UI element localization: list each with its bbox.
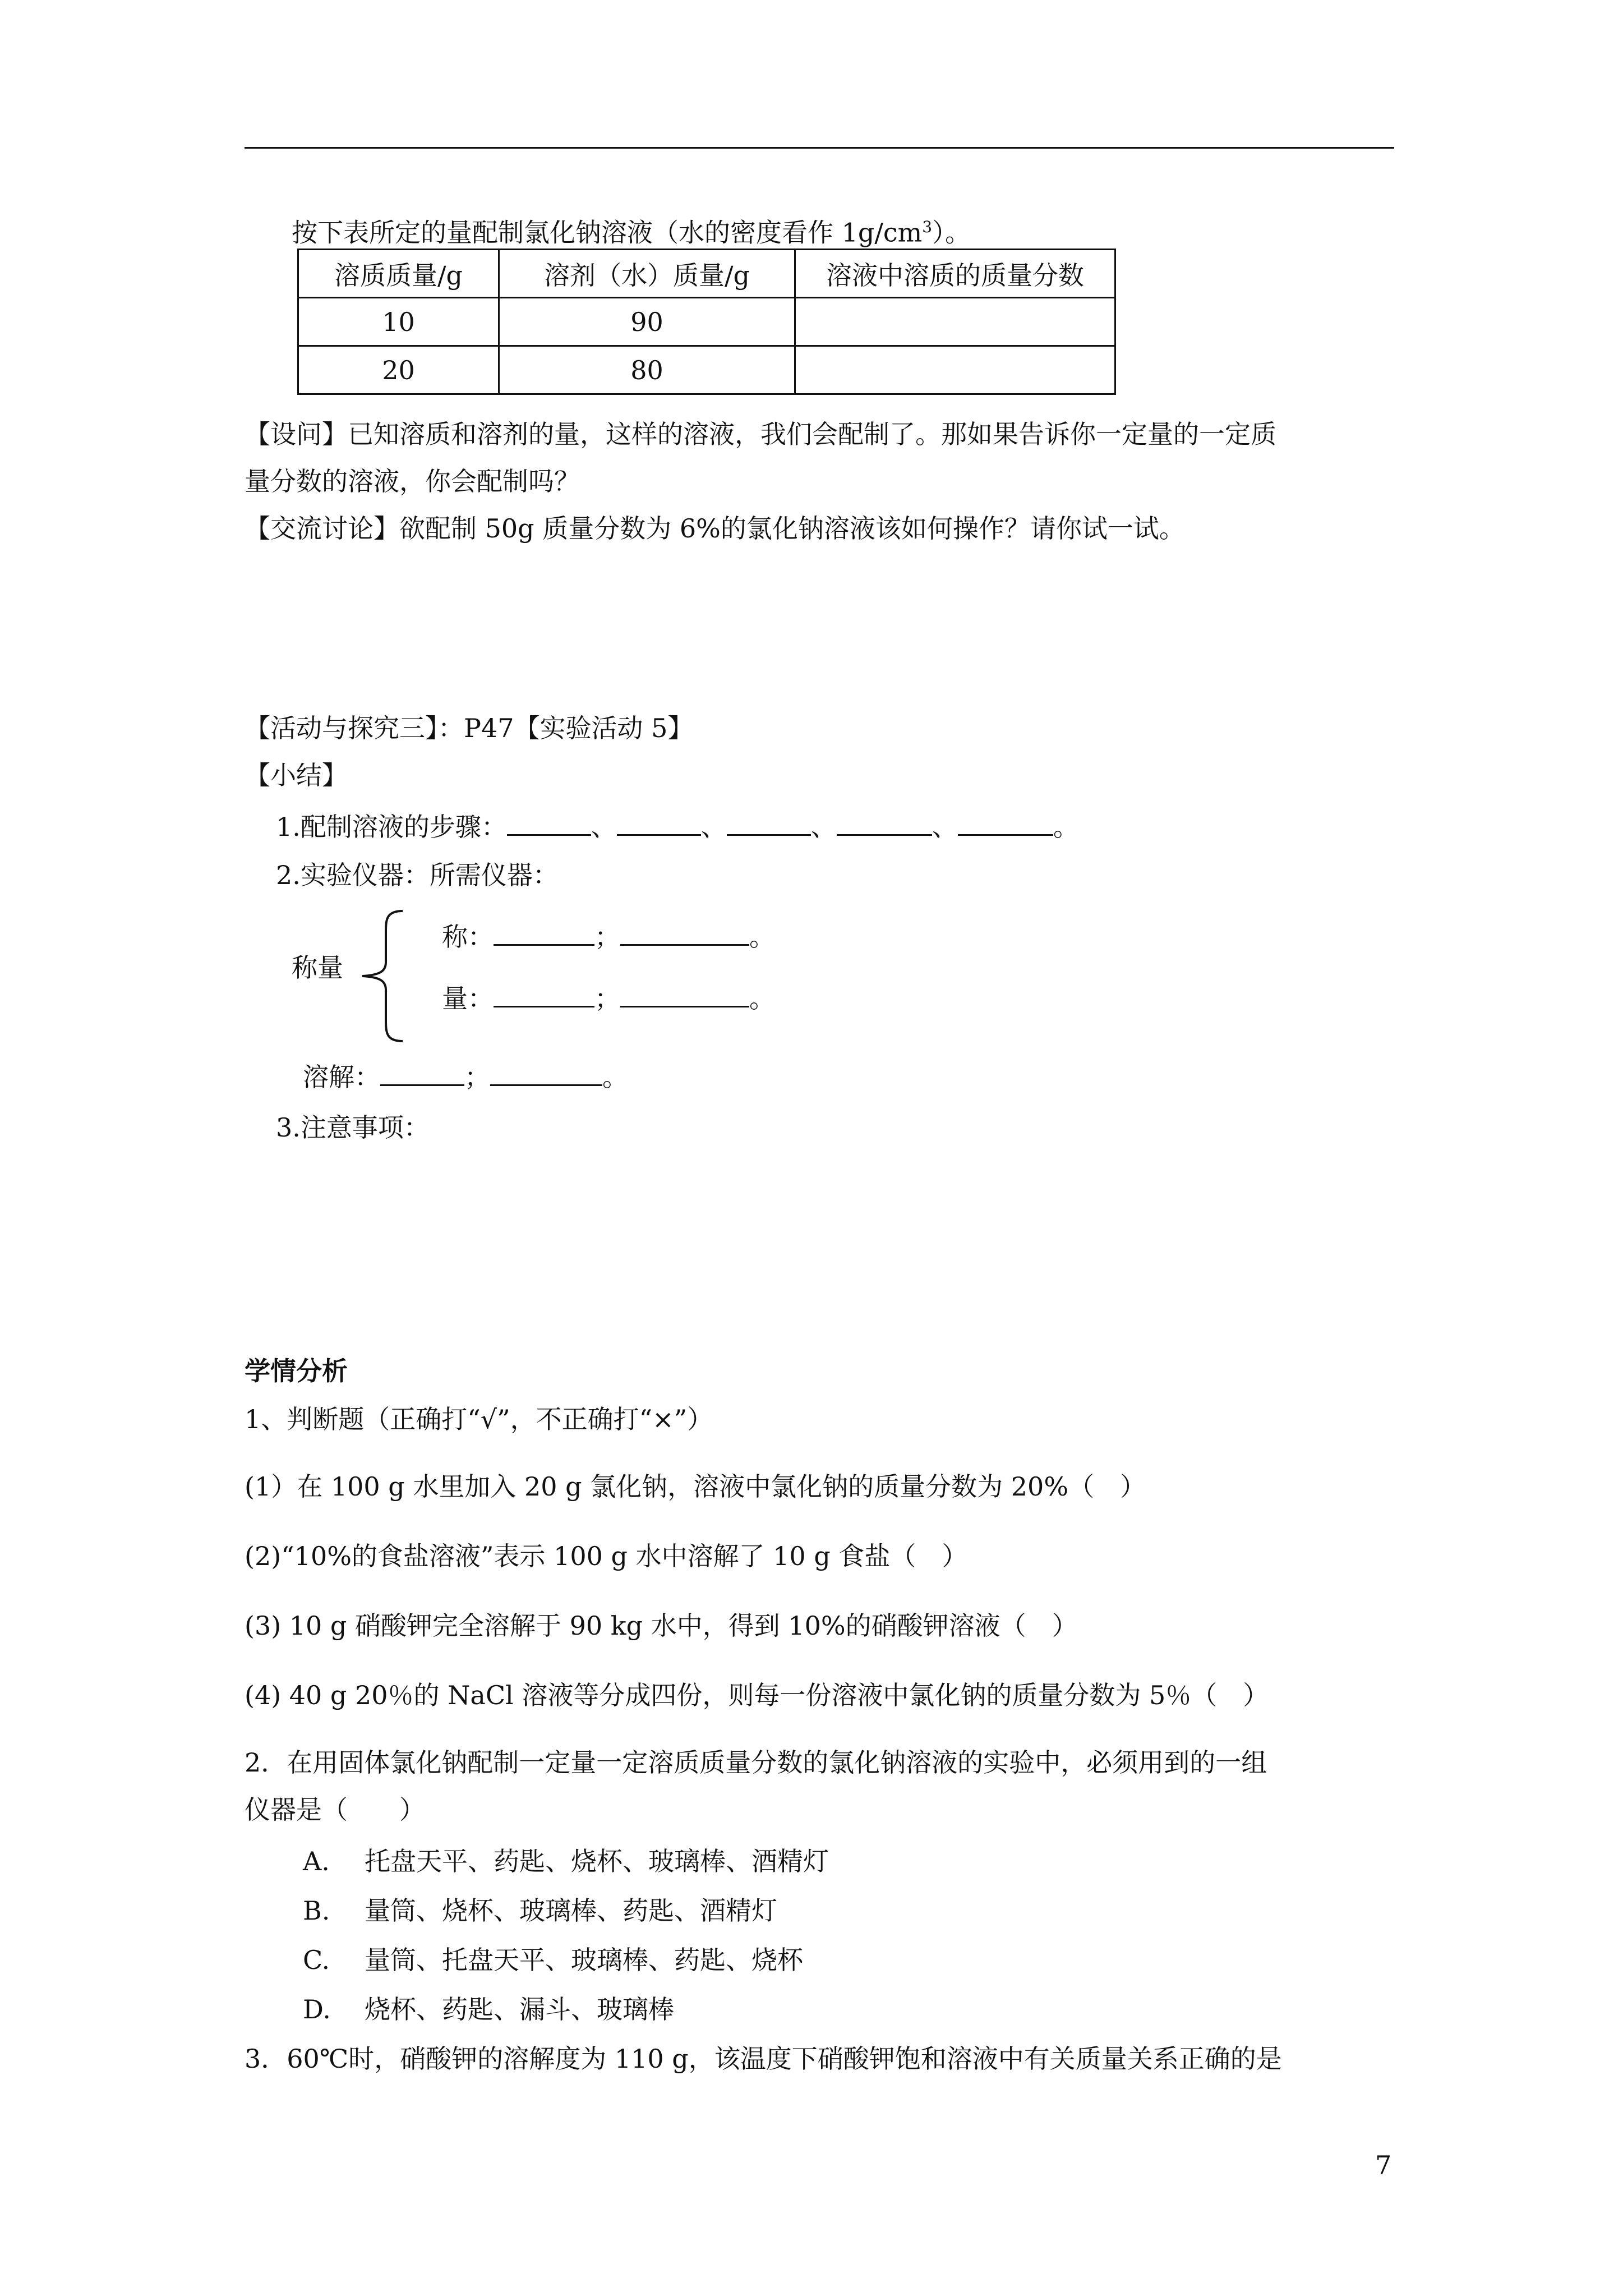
separator: ； — [594, 983, 620, 1014]
separator: 、 — [700, 812, 727, 842]
summary-title: 【小结】 — [245, 760, 348, 790]
left-brace-icon — [359, 909, 404, 1043]
measure-row — [442, 982, 775, 1015]
discussion-text: 【交流讨论】欲配制 50g 质量分数为 6%的氯化钠溶液该如何操作？请你试一试。 — [245, 513, 1185, 544]
question-line-1: 【设问】已知溶质和溶剂的量，这样的溶液，我们会配制了。那如果告诉你一定量的一定质 — [245, 419, 1276, 449]
step1-label: 1.配制溶液的步骤： — [276, 812, 507, 842]
blank-line[interactable] — [380, 1062, 464, 1086]
table-header-cell: 溶质质量/g — [298, 250, 499, 298]
header-rule — [245, 147, 1394, 149]
activity-heading: 【活动与探究三】：P47【实验活动 5】 — [245, 713, 694, 743]
blank-line[interactable] — [507, 812, 591, 836]
option-letter: C. — [303, 1945, 330, 1975]
table-cell[interactable] — [795, 346, 1115, 394]
analysis-title: 学情分析 — [245, 1356, 348, 1386]
separator: 、 — [810, 812, 837, 842]
q2-option[interactable] — [303, 1844, 829, 1878]
table-cell: 90 — [499, 298, 795, 346]
q2-option[interactable] — [303, 1993, 674, 2026]
dissolve-row — [303, 1060, 628, 1094]
intro-text — [292, 210, 971, 249]
q1-item: (4) 40 g 20％的 NaCl 溶液等分成四份，则每一份溶液中氯化钠的质量分数为 5％（ ） — [245, 1680, 1269, 1710]
preparation-table — [297, 249, 1116, 395]
intro-main: 按下表所定的量配制氯化钠溶液（水的密度看作 1g/cm — [292, 217, 923, 248]
question-line-2: 量分数的溶液，你会配制吗？ — [245, 466, 580, 496]
option-text: 托盘天平、药匙、烧杯、玻璃棒、酒精灯 — [365, 1846, 829, 1876]
q1-item: (2)“10%的食盐溶液”表示 100 g 水中溶解了 10 g 食盐（ ） — [245, 1541, 968, 1571]
blank-line[interactable] — [727, 812, 811, 836]
table-row — [298, 298, 1115, 346]
option-text: 烧杯、药匙、漏斗、玻璃棒 — [365, 1994, 674, 2024]
table-cell: 20 — [298, 346, 499, 394]
period: 。 — [1053, 812, 1079, 842]
weigh-label: 称： — [442, 922, 494, 952]
blank-line[interactable] — [494, 922, 594, 946]
blank-line[interactable] — [490, 1062, 602, 1086]
q1-item: (1）在 100 g 水里加入 20 g 氯化钠，溶液中氯化钠的质量分数为 20%（ ） — [245, 1471, 1146, 1502]
separator: ； — [594, 922, 620, 952]
measure-label: 量： — [442, 983, 494, 1014]
option-letter: D. — [303, 1994, 331, 2024]
q2-option[interactable] — [303, 1943, 803, 1977]
weigh-row — [442, 920, 775, 954]
page-number: 7 — [1375, 2150, 1392, 2180]
dissolve-label: 溶解： — [303, 1062, 380, 1092]
option-letter: B. — [303, 1895, 330, 1926]
separator: ； — [464, 1062, 490, 1092]
summary-step-2: 2.实验仪器：所需仪器： — [276, 860, 559, 890]
q1-item: (3) 10 g 硝酸钾完全溶解于 90 kg 水中，得到 10%的硝酸钾溶液（ ） — [245, 1611, 1078, 1641]
table-header-row — [298, 250, 1115, 298]
period: 。 — [602, 1062, 628, 1092]
table-header-cell: 溶剂（水）质量/g — [499, 250, 795, 298]
table-cell: 80 — [499, 346, 795, 394]
summary-step-3: 3.注意事项： — [276, 1112, 430, 1143]
weigh-group-label: 称量 — [292, 953, 343, 983]
blank-line[interactable] — [958, 812, 1053, 836]
q2-option[interactable] — [303, 1894, 777, 1927]
period: 。 — [749, 983, 775, 1014]
table-cell: 10 — [298, 298, 499, 346]
blank-line[interactable] — [617, 812, 701, 836]
period: 。 — [749, 922, 775, 952]
q3-line-1: 3．60℃时，硝酸钾的溶解度为 110 g，该温度下硝酸钾饱和溶液中有关质量关系正确的是 — [245, 2044, 1282, 2074]
intro-superscript: 3 — [922, 218, 933, 236]
blank-line[interactable] — [494, 983, 594, 1007]
option-text: 量筒、托盘天平、玻璃棒、药匙、烧杯 — [365, 1945, 803, 1975]
q2-line-2: 仪器是（ ） — [245, 1795, 425, 1825]
summary-step-1 — [276, 810, 1079, 844]
table-header-cell: 溶液中溶质的质量分数 — [795, 250, 1115, 298]
blank-line[interactable] — [620, 922, 749, 946]
q1-title: 1、判断题（正确打“√”，不正确打“×”） — [245, 1404, 713, 1434]
intro-end: ）。 — [932, 217, 971, 248]
q2-line-1: 2．在用固体氯化钠配制一定量一定溶质质量分数的氯化钠溶液的实验中，必须用到的一组 — [245, 1747, 1267, 1778]
option-text: 量筒、烧杯、玻璃棒、药匙、酒精灯 — [365, 1895, 777, 1926]
table-row — [298, 346, 1115, 394]
blank-line[interactable] — [620, 983, 749, 1007]
option-letter: A. — [303, 1846, 330, 1876]
separator: 、 — [591, 812, 617, 842]
blank-line[interactable] — [837, 812, 932, 836]
separator: 、 — [932, 812, 958, 842]
table-cell[interactable] — [795, 298, 1115, 346]
